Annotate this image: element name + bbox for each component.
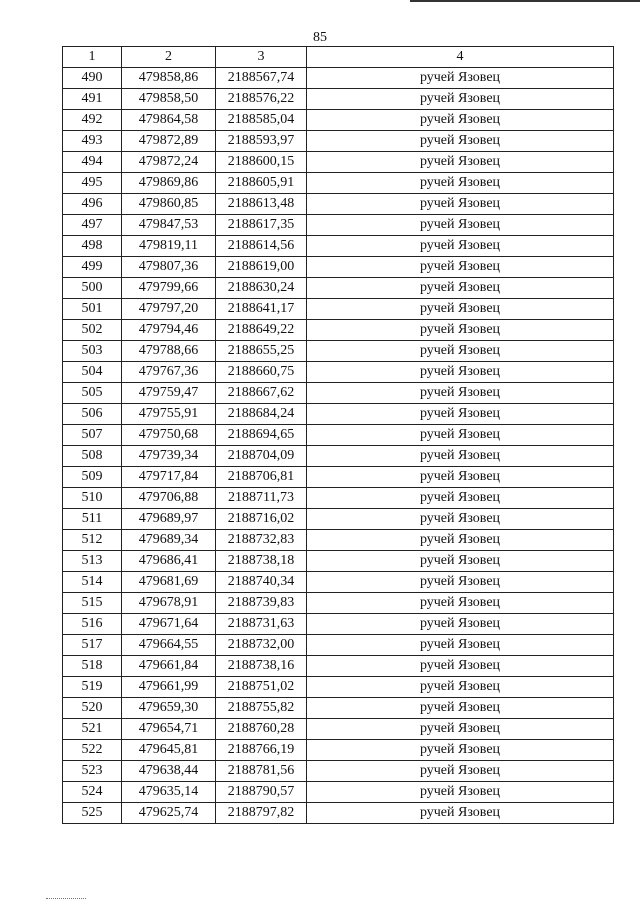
table-row — [63, 404, 614, 425]
x-coordinate-cell: 479739,34 — [122, 446, 216, 467]
description-cell: ручей Язовец — [307, 383, 614, 404]
point-number-cell: 515 — [63, 593, 122, 614]
x-coordinate-cell: 479625,74 — [122, 803, 216, 824]
description-cell: ручей Язовец — [307, 488, 614, 509]
y-coordinate-cell: 2188585,04 — [216, 110, 307, 131]
point-number-cell: 502 — [63, 320, 122, 341]
point-number-cell: 501 — [63, 299, 122, 320]
column-header: 3 — [216, 47, 307, 68]
table-row — [63, 110, 614, 131]
y-coordinate-cell: 2188617,35 — [216, 215, 307, 236]
table-row — [63, 257, 614, 278]
x-coordinate-cell: 479635,14 — [122, 782, 216, 803]
description-cell: ручей Язовец — [307, 173, 614, 194]
table-row — [63, 488, 614, 509]
point-number-cell: 491 — [63, 89, 122, 110]
y-coordinate-cell: 2188766,19 — [216, 740, 307, 761]
description-cell: ручей Язовец — [307, 320, 614, 341]
x-coordinate-cell: 479661,84 — [122, 656, 216, 677]
point-number-cell: 519 — [63, 677, 122, 698]
description-cell: ручей Язовец — [307, 719, 614, 740]
y-coordinate-cell: 2188614,56 — [216, 236, 307, 257]
table-row — [63, 614, 614, 635]
table-row — [63, 341, 614, 362]
description-cell: ручей Язовец — [307, 299, 614, 320]
y-coordinate-cell: 2188760,28 — [216, 719, 307, 740]
description-cell: ручей Язовец — [307, 152, 614, 173]
y-coordinate-cell: 2188740,34 — [216, 572, 307, 593]
table-row — [63, 677, 614, 698]
point-number-cell: 512 — [63, 530, 122, 551]
table-row — [63, 215, 614, 236]
y-coordinate-cell: 2188711,73 — [216, 488, 307, 509]
y-coordinate-cell: 2188797,82 — [216, 803, 307, 824]
y-coordinate-cell: 2188605,91 — [216, 173, 307, 194]
y-coordinate-cell: 2188660,75 — [216, 362, 307, 383]
x-coordinate-cell: 479847,53 — [122, 215, 216, 236]
y-coordinate-cell: 2188655,25 — [216, 341, 307, 362]
x-coordinate-cell: 479706,88 — [122, 488, 216, 509]
x-coordinate-cell: 479819,11 — [122, 236, 216, 257]
x-coordinate-cell: 479689,34 — [122, 530, 216, 551]
description-cell: ручей Язовец — [307, 467, 614, 488]
top-rule — [410, 0, 640, 2]
point-number-cell: 521 — [63, 719, 122, 740]
x-coordinate-cell: 479807,36 — [122, 257, 216, 278]
description-cell: ручей Язовец — [307, 698, 614, 719]
table-row — [63, 572, 614, 593]
table-row — [63, 740, 614, 761]
x-coordinate-cell: 479759,47 — [122, 383, 216, 404]
x-coordinate-cell: 479794,46 — [122, 320, 216, 341]
point-number-cell: 497 — [63, 215, 122, 236]
point-number-cell: 498 — [63, 236, 122, 257]
page-number: 85 — [313, 30, 327, 45]
description-cell: ручей Язовец — [307, 530, 614, 551]
table-header-row — [63, 47, 614, 68]
x-coordinate-cell: 479869,86 — [122, 173, 216, 194]
point-number-cell: 522 — [63, 740, 122, 761]
y-coordinate-cell: 2188751,02 — [216, 677, 307, 698]
description-cell: ручей Язовец — [307, 110, 614, 131]
point-number-cell: 505 — [63, 383, 122, 404]
y-coordinate-cell: 2188790,57 — [216, 782, 307, 803]
description-cell: ручей Язовец — [307, 194, 614, 215]
x-coordinate-cell: 479681,69 — [122, 572, 216, 593]
column-header: 4 — [307, 47, 614, 68]
y-coordinate-cell: 2188739,83 — [216, 593, 307, 614]
x-coordinate-cell: 479654,71 — [122, 719, 216, 740]
x-coordinate-cell: 479689,97 — [122, 509, 216, 530]
x-coordinate-cell: 479767,36 — [122, 362, 216, 383]
description-cell: ручей Язовец — [307, 425, 614, 446]
y-coordinate-cell: 2188600,15 — [216, 152, 307, 173]
point-number-cell: 511 — [63, 509, 122, 530]
x-coordinate-cell: 479788,66 — [122, 341, 216, 362]
description-cell: ручей Язовец — [307, 614, 614, 635]
point-number-cell: 524 — [63, 782, 122, 803]
table-body — [63, 68, 614, 824]
x-coordinate-cell: 479872,89 — [122, 131, 216, 152]
x-coordinate-cell: 479797,20 — [122, 299, 216, 320]
table-row — [63, 530, 614, 551]
x-coordinate-cell: 479858,86 — [122, 68, 216, 89]
description-cell: ручей Язовец — [307, 68, 614, 89]
table-row — [63, 698, 614, 719]
table-row — [63, 299, 614, 320]
y-coordinate-cell: 2188716,02 — [216, 509, 307, 530]
description-cell: ручей Язовец — [307, 236, 614, 257]
y-coordinate-cell: 2188738,18 — [216, 551, 307, 572]
point-number-cell: 516 — [63, 614, 122, 635]
y-coordinate-cell: 2188619,00 — [216, 257, 307, 278]
table-row — [63, 593, 614, 614]
x-coordinate-cell: 479872,24 — [122, 152, 216, 173]
x-coordinate-cell: 479661,99 — [122, 677, 216, 698]
x-coordinate-cell: 479799,66 — [122, 278, 216, 299]
x-coordinate-cell: 479638,44 — [122, 761, 216, 782]
table-row — [63, 383, 614, 404]
y-coordinate-cell: 2188755,82 — [216, 698, 307, 719]
description-cell: ручей Язовец — [307, 257, 614, 278]
table-row — [63, 425, 614, 446]
table-row — [63, 89, 614, 110]
description-cell: ручей Язовец — [307, 656, 614, 677]
y-coordinate-cell: 2188641,17 — [216, 299, 307, 320]
description-cell: ручей Язовец — [307, 509, 614, 530]
table-row — [63, 467, 614, 488]
x-coordinate-cell: 479858,50 — [122, 89, 216, 110]
description-cell: ручей Язовец — [307, 782, 614, 803]
table-row — [63, 194, 614, 215]
table-row — [63, 278, 614, 299]
x-coordinate-cell: 479686,41 — [122, 551, 216, 572]
y-coordinate-cell: 2188706,81 — [216, 467, 307, 488]
y-coordinate-cell: 2188613,48 — [216, 194, 307, 215]
table-row — [63, 719, 614, 740]
description-cell: ручей Язовец — [307, 278, 614, 299]
point-number-cell: 514 — [63, 572, 122, 593]
description-cell: ручей Язовец — [307, 572, 614, 593]
description-cell: ручей Язовец — [307, 635, 614, 656]
description-cell: ручей Язовец — [307, 131, 614, 152]
y-coordinate-cell: 2188704,09 — [216, 446, 307, 467]
x-coordinate-cell: 479645,81 — [122, 740, 216, 761]
table-row — [63, 362, 614, 383]
point-number-cell: 493 — [63, 131, 122, 152]
point-number-cell: 525 — [63, 803, 122, 824]
y-coordinate-cell: 2188667,62 — [216, 383, 307, 404]
description-cell: ручей Язовец — [307, 551, 614, 572]
description-cell: ручей Язовец — [307, 362, 614, 383]
point-number-cell: 507 — [63, 425, 122, 446]
point-number-cell: 492 — [63, 110, 122, 131]
description-cell: ручей Язовец — [307, 89, 614, 110]
table-row — [63, 761, 614, 782]
point-number-cell: 503 — [63, 341, 122, 362]
description-cell: ручей Язовец — [307, 677, 614, 698]
point-number-cell: 517 — [63, 635, 122, 656]
point-number-cell: 523 — [63, 761, 122, 782]
point-number-cell: 490 — [63, 68, 122, 89]
x-coordinate-cell: 479750,68 — [122, 425, 216, 446]
table-row — [63, 320, 614, 341]
table-row — [63, 551, 614, 572]
point-number-cell: 506 — [63, 404, 122, 425]
point-number-cell: 499 — [63, 257, 122, 278]
point-number-cell: 509 — [63, 467, 122, 488]
description-cell: ручей Язовец — [307, 446, 614, 467]
y-coordinate-cell: 2188732,83 — [216, 530, 307, 551]
x-coordinate-cell: 479664,55 — [122, 635, 216, 656]
description-cell: ручей Язовец — [307, 593, 614, 614]
coordinates-table — [62, 46, 614, 824]
y-coordinate-cell: 2188731,63 — [216, 614, 307, 635]
table-row — [63, 173, 614, 194]
table-row — [63, 635, 614, 656]
table-row — [63, 152, 614, 173]
scan-mark — [46, 898, 86, 900]
x-coordinate-cell: 479755,91 — [122, 404, 216, 425]
description-cell: ручей Язовец — [307, 740, 614, 761]
description-cell: ручей Язовец — [307, 803, 614, 824]
y-coordinate-cell: 2188732,00 — [216, 635, 307, 656]
description-cell: ручей Язовец — [307, 341, 614, 362]
point-number-cell: 513 — [63, 551, 122, 572]
y-coordinate-cell: 2188567,74 — [216, 68, 307, 89]
column-header: 2 — [122, 47, 216, 68]
table-row — [63, 656, 614, 677]
point-number-cell: 504 — [63, 362, 122, 383]
point-number-cell: 518 — [63, 656, 122, 677]
point-number-cell: 508 — [63, 446, 122, 467]
point-number-cell: 500 — [63, 278, 122, 299]
y-coordinate-cell: 2188576,22 — [216, 89, 307, 110]
point-number-cell: 510 — [63, 488, 122, 509]
column-header: 1 — [63, 47, 122, 68]
table-row — [63, 446, 614, 467]
y-coordinate-cell: 2188684,24 — [216, 404, 307, 425]
point-number-cell: 494 — [63, 152, 122, 173]
table-row — [63, 68, 614, 89]
table-row — [63, 509, 614, 530]
description-cell: ручей Язовец — [307, 761, 614, 782]
description-cell: ручей Язовец — [307, 404, 614, 425]
y-coordinate-cell: 2188694,65 — [216, 425, 307, 446]
description-cell: ручей Язовец — [307, 215, 614, 236]
table-row — [63, 131, 614, 152]
x-coordinate-cell: 479717,84 — [122, 467, 216, 488]
y-coordinate-cell: 2188630,24 — [216, 278, 307, 299]
y-coordinate-cell: 2188649,22 — [216, 320, 307, 341]
x-coordinate-cell: 479671,64 — [122, 614, 216, 635]
y-coordinate-cell: 2188593,97 — [216, 131, 307, 152]
x-coordinate-cell: 479864,58 — [122, 110, 216, 131]
table-row — [63, 236, 614, 257]
point-number-cell: 520 — [63, 698, 122, 719]
table-row — [63, 803, 614, 824]
x-coordinate-cell: 479860,85 — [122, 194, 216, 215]
point-number-cell: 496 — [63, 194, 122, 215]
x-coordinate-cell: 479678,91 — [122, 593, 216, 614]
point-number-cell: 495 — [63, 173, 122, 194]
x-coordinate-cell: 479659,30 — [122, 698, 216, 719]
y-coordinate-cell: 2188738,16 — [216, 656, 307, 677]
table-row — [63, 782, 614, 803]
y-coordinate-cell: 2188781,56 — [216, 761, 307, 782]
